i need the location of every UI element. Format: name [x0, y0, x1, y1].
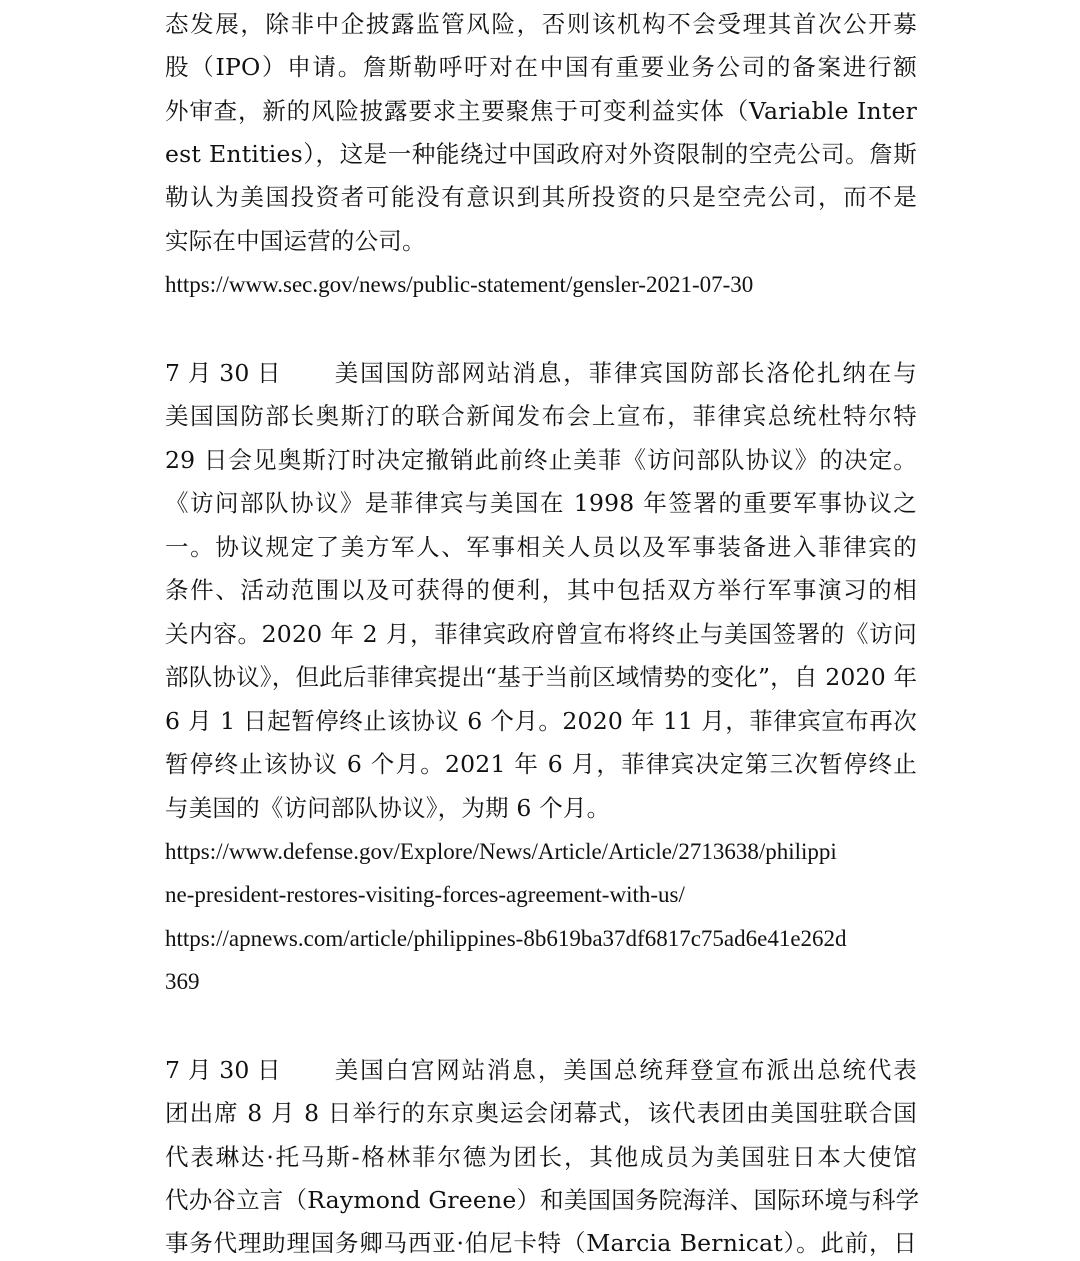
source-link[interactable]: https://www.defense.gov/Explore/News/Article/Article/2713638/philippi [165, 839, 837, 864]
paragraph-line: 代办谷立言（Raymond Greene）和美国国务院海洋、国际环境与科学 [165, 1186, 920, 1214]
entry-lead: 美国国防部网站消息，菲律宾国防部长洛伦扎纳在与 [333, 359, 917, 387]
paragraph-line: 团出席 8 月 8 日举行的东京奥运会闭幕式，该代表团由美国驻联合国 [165, 1099, 917, 1127]
paragraph-line: 美国国防部长奥斯汀的联合新闻发布会上宣布，菲律宾总统杜特尔特 [165, 402, 917, 430]
paragraph-line: 部队协议》，但此后菲律宾提出“基于当前区域情势的变化”，自 2020 年 [165, 663, 918, 691]
paragraph-line: 条件、活动范围以及可获得的便利，其中包括双方举行军事演习的相 [165, 576, 917, 604]
paragraph-line: 《访问部队协议》是菲律宾与美国在 1998 年签署的重要军事协议之 [165, 489, 917, 517]
paragraph-line: 一。协议规定了美方军人、军事相关人员以及军事装备进入菲律宾的 [165, 533, 917, 561]
paragraph-line: 关内容。2020 年 2 月，菲律宾政府曾宣布将终止与美国签署的《访问 [165, 620, 917, 648]
entry-first-line [165, 1053, 917, 1087]
paragraph-line: 外审查，新的风险披露要求主要聚焦于可变利益实体（Variable Inter [165, 97, 917, 125]
paragraph-line: 6 月 1 日起暂停终止该协议 6 个月。2020 年 11 月，菲律宾宣布再次 [165, 707, 917, 735]
paragraph-line: 事务代理助理国务卿马西亚·伯尼卡特（Marcia Bernicat）。此前，日 [165, 1229, 917, 1257]
entry-first-line [165, 356, 917, 390]
paragraph-line: est Entities），这是一种能绕过中国政府对外资限制的空壳公司。詹斯 [165, 140, 917, 168]
paragraph-line: 29 日会见奥斯汀时决定撤销此前终止美菲《访问部队协议》的决定。 [165, 446, 917, 474]
paragraph-line: 实际在中国运营的公司。 [165, 227, 426, 255]
paragraph-line: 勒认为美国投资者可能没有意识到其所投资的只是空壳公司，而不是 [165, 183, 917, 211]
paragraph-line: 代表琳达·托马斯-格林菲尔德为团长，其他成员为美国驻日本大使馆 [165, 1143, 917, 1171]
source-link[interactable]: https://apnews.com/article/philippines-8b619ba37df6817c75ad6e41e262d [165, 926, 847, 951]
source-link-continued[interactable]: 369 [165, 969, 200, 994]
source-link-continued[interactable]: ne-president-restores-visiting-forces-agreement-with-us/ [165, 882, 685, 907]
entry-date: 7 月 30 日 [165, 359, 281, 387]
paragraph-line: 暂停终止该协议 6 个月。2021 年 6 月，菲律宾决定第三次暂停终止 [165, 750, 917, 778]
paragraph-line: 态发展，除非中企披露监管风险，否则该机构不会受理其首次公开募 [165, 10, 917, 38]
source-link[interactable]: https://www.sec.gov/news/public-statement/gensler-2021-07-30 [165, 272, 754, 297]
paragraph-line: 与美国的《访问部队协议》，为期 6 个月。 [165, 794, 611, 822]
entry-lead: 美国白宫网站消息，美国总统拜登宣布派出总统代表 [333, 1056, 917, 1084]
paragraph-line: 股（IPO）申请。詹斯勒呼吁对在中国有重要业务公司的备案进行额 [165, 53, 917, 81]
entry-date: 7 月 30 日 [165, 1056, 281, 1084]
